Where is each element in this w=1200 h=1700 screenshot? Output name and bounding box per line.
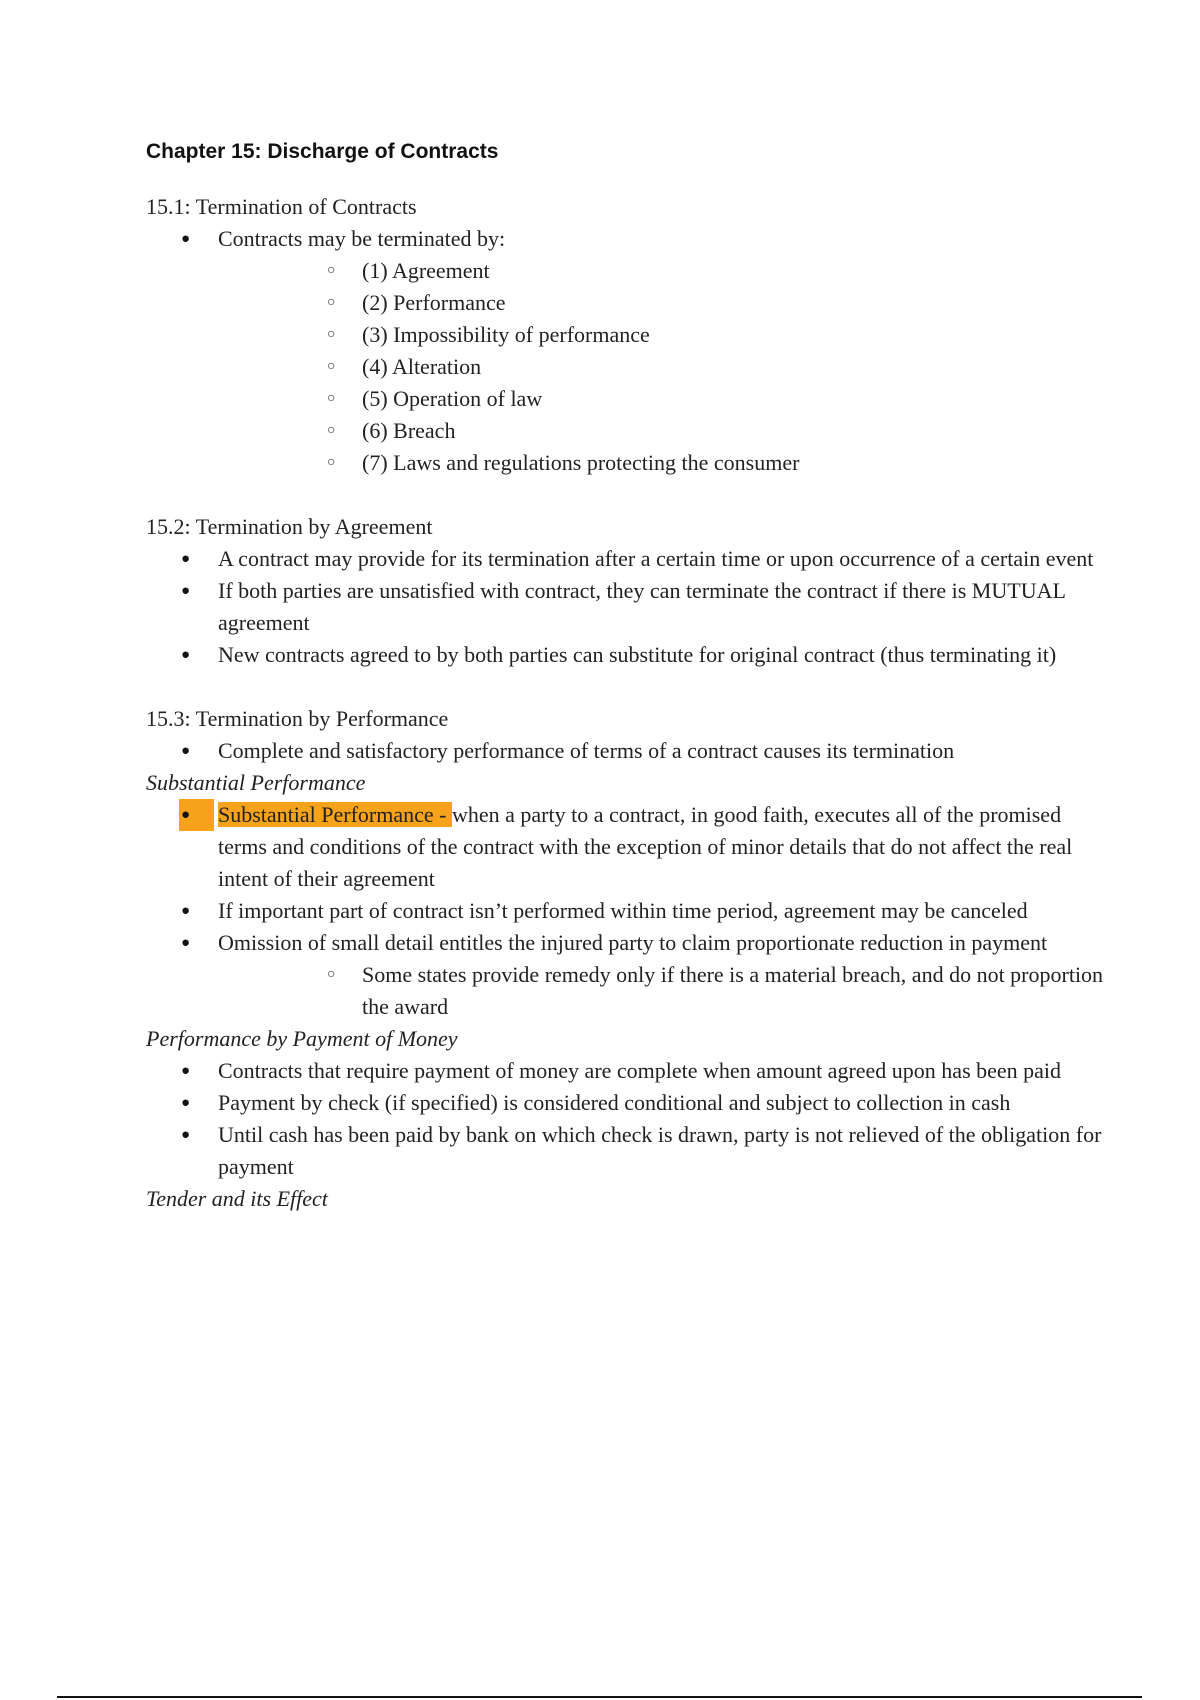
sub-list <box>218 959 1106 1023</box>
section-heading-15-2: 15.2: Termination by Agreement <box>146 514 433 539</box>
sub-list <box>218 255 1106 479</box>
list-item: ● A contract may provide for its termination after a certain time or upon occurrence of a certain event <box>146 543 1106 575</box>
subheading-tender-and-effect: Tender and its Effect <box>146 1186 328 1211</box>
list-item: ● Until cash has been paid by bank on which check is drawn, party is not relieved of the obligation for payment <box>146 1119 1106 1183</box>
list-item: ○ (1) Agreement <box>218 255 1106 287</box>
page-title: Chapter 15: Discharge of Contracts <box>146 140 499 163</box>
substantial-performance-list <box>146 799 1106 1023</box>
list-item: ● Complete and satisfactory performance of terms of a contract causes its termination <box>146 735 1106 767</box>
list-item: ○ (2) Performance <box>218 287 1106 319</box>
section-heading-15-1: 15.1: Termination of Contracts <box>146 194 417 219</box>
list-item: ○ (5) Operation of law <box>218 383 1106 415</box>
list-item: ● Contracts may be terminated by: ○ (1) Agreement ○ (2) Performance ○ (3) Impossibility of performance ○ (4) Alteration ○ (5) Operation of law ○ (6) Breach ○ (7) Laws and regulations protecting the consumer <box>146 223 1106 479</box>
section-list-15-3 <box>146 735 1106 767</box>
list-item: ○ Some states provide remedy only if there is a material breach, and do not proportion the award <box>218 959 1106 1023</box>
list-item-definition <box>146 799 1106 895</box>
list-item: ● Payment by check (if specified) is considered conditional and subject to collection in cash <box>146 1087 1106 1119</box>
list-item: ● Omission of small detail entitles the injured party to claim proportionate reduction in payment ○ Some states provide remedy only if there is a material breach, and do not proportion the award <box>146 927 1106 1023</box>
list-item: ● New contracts agreed to by both parties can substitute for original contract (thus terminating it) <box>146 639 1106 671</box>
document-page <box>146 140 1106 1215</box>
list-item: ○ (7) Laws and regulations protecting the consumer <box>218 447 1106 479</box>
payment-of-money-list <box>146 1055 1106 1183</box>
definition-text: when a party to a contract, in good faith, executes all of the promised terms and conditions of the contract with the exception of minor details that do not affect the real intent of their agreement <box>218 802 1073 891</box>
list-item: ● If important part of contract isn’t performed within time period, agreement may be canceled <box>146 895 1106 927</box>
highlighted-term: Substantial Performance - <box>218 802 452 827</box>
list-item: ○ (6) Breach <box>218 415 1106 447</box>
subheading-substantial-performance: Substantial Performance <box>146 770 366 795</box>
list-item: ● If both parties are unsatisfied with contract, they can terminate the contract if there is MUTUAL agreement <box>146 575 1106 639</box>
list-item: ● Contracts that require payment of money are complete when amount agreed upon has been paid <box>146 1055 1106 1087</box>
section-heading-15-3: 15.3: Termination by Performance <box>146 706 449 731</box>
section-list-15-2 <box>146 543 1106 671</box>
page-bottom-rule <box>57 1696 1142 1698</box>
list-item: ○ (3) Impossibility of performance <box>218 319 1106 351</box>
subheading-payment-of-money: Performance by Payment of Money <box>146 1026 458 1051</box>
list-item: ○ (4) Alteration <box>218 351 1106 383</box>
section-list-15-1 <box>146 223 1106 479</box>
